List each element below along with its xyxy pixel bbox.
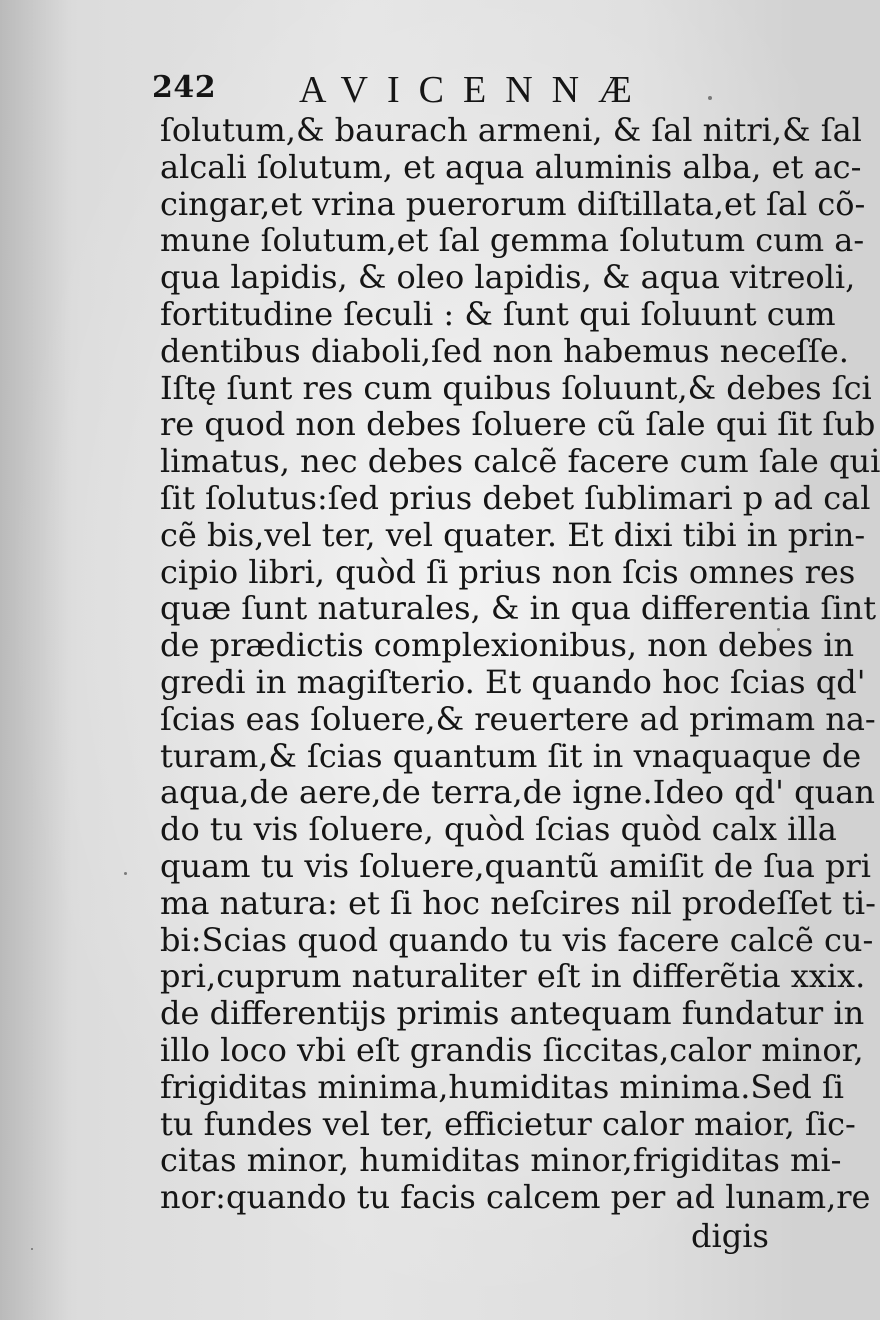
text-line: fortitudine ſeculi : & ſunt qui ſoluunt cum (160, 294, 836, 333)
main-text (160, 111, 880, 1217)
text-line: illo loco vbi eſt grandis ſiccitas,calor minor, (160, 1030, 864, 1069)
text-line: cipio libri, quòd ſi prius non ſcis omnes res (160, 552, 856, 591)
text-line: alcali ſolutum, et aqua aluminis alba, et ac- (160, 147, 862, 186)
text-line: de differentijs primis antequam fundatur in (160, 994, 865, 1033)
text-line: cẽ bis,vel ter, vel quater. Et dixi tibi in prin- (160, 515, 866, 554)
text-line: limatus, nec debes calcẽ facere cum ſale qui (160, 442, 880, 481)
text-line: ſcias eas ſoluere,& reuertere ad primam na- (160, 699, 876, 738)
text-line: quæ ſunt naturales, & in qua differentia ſint (160, 589, 877, 628)
text-line: re quod non debes ſoluere cũ ſale qui ſit ſub (160, 405, 876, 444)
paper-speck (124, 872, 127, 875)
text-line: mune ſolutum,et ſal gemma ſolutum cum a- (160, 221, 865, 260)
paper-speck (31, 1248, 33, 1250)
paper-speck (708, 96, 712, 100)
running-head: AVICENNÆ (299, 69, 651, 111)
text-line: gredi in magiſterio. Et quando hoc ſcias qd' (160, 662, 866, 701)
catchword: digis (691, 1217, 769, 1255)
page-number: 242 (152, 70, 217, 105)
text-line: do tu vis ſoluere, quòd ſcias quòd calx illa (160, 810, 837, 849)
text-line: Iſtę ſunt res cum quibus ſoluunt,& debes ſci (160, 368, 872, 407)
text-line: frigiditas minima,humiditas minima.Sed ſi (160, 1067, 845, 1106)
text-line: de prædictis complexionibus, non debes in (160, 626, 855, 665)
text-line: nor:quando tu facis calcem per ad lunam,re (160, 1178, 871, 1217)
text-line: bi:Scias quod quando tu vis facere calcẽ cu- (160, 920, 874, 959)
text-line: quam tu vis ſoluere,quantũ amiſit de ſua pri (160, 846, 872, 885)
page-gutter-shadow (0, 0, 70, 1320)
text-line: aqua,de aere,de terra,de igne.Ideo qd' quan (160, 773, 875, 812)
text-line: cingar,et vrina puerorum diſtillata,et ſal cõ- (160, 184, 866, 223)
text-line: tu fundes vel ter, efficietur calor maior, ſic- (160, 1104, 856, 1143)
text-line: turam,& ſcias quantum ſit in vnaquaque de (160, 736, 862, 775)
paper-speck (777, 628, 780, 631)
text-line: ſit ſolutus:ſed prius debet ſublimari p ad cal (160, 478, 871, 517)
text-line: ma natura: et ſi hoc neſcires nil prodeſſet ti- (160, 883, 876, 922)
text-line: pri,cuprum naturaliter eſt in differẽtia xxix. (160, 957, 866, 996)
text-line: ſolutum,& baurach armeni, & ſal nitri,& ſal (160, 111, 862, 149)
text-line: dentibus diaboli,ſed non habemus neceſſe. (160, 331, 849, 370)
text-line: qua lapidis, & oleo lapidis, & aqua vitreoli, (160, 258, 856, 297)
text-line: citas minor, humiditas minor,frigiditas mi- (160, 1141, 842, 1180)
